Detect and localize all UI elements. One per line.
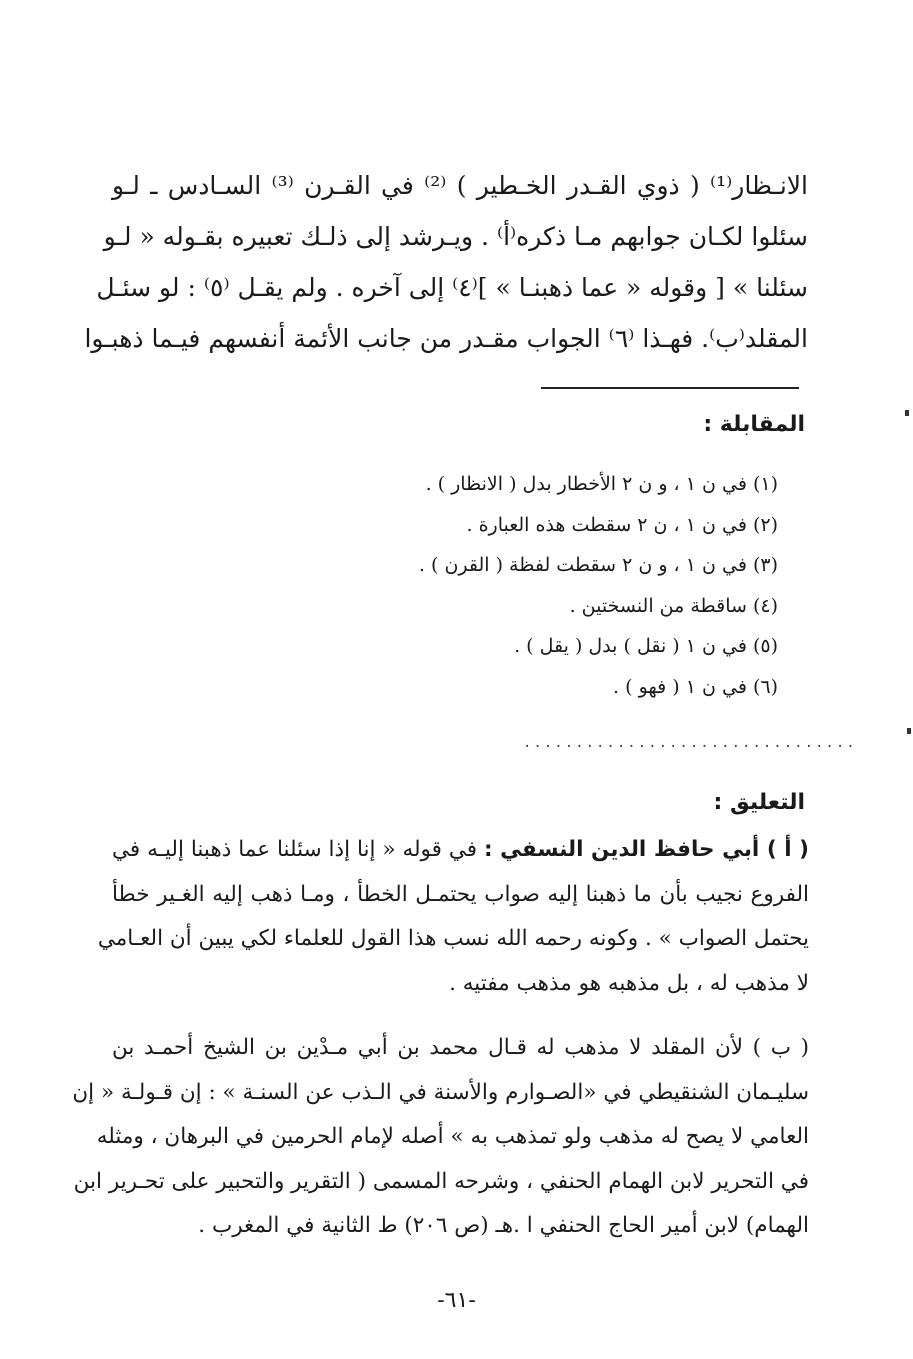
page-number: -٦١- — [437, 1288, 476, 1313]
main-text-line: سئلوا لكـان جوابهم مـا ذكره⁽أ⁾ . ويـرشد إلى ذلـك تعبيره بقـوله « لـو — [103, 222, 808, 251]
footnote-divider — [541, 387, 799, 389]
scan-speck — [905, 410, 909, 416]
main-text-line: سئلنا » [ وقوله « عما ذهبنـا » ]⁽٤⁾ إلى آخره . ولم يقـل ⁽٥⁾ : لو سئـل — [96, 273, 808, 302]
collation-note: (٣) في ن ١ ، و ن ٢ سقطت لفظة ( القرن ) . — [418, 554, 778, 576]
collation-note: (٦) في ن ١ ( فهو ) . — [613, 675, 778, 698]
collation-note: (٤) ساقطة من النسختين . — [569, 594, 778, 617]
commentary-line: الفروع نجيب بأن ما ذهبنا إليه صواب يحتمـل الخطأ ، ومـا ذهب إليه الغـير خطأ — [112, 881, 809, 907]
collation-note: (٢) في ن ١ ، ن ٢ سقطت هذه العبارة . — [466, 513, 778, 536]
commentary-paragraph-b — [72, 1026, 809, 1249]
collation-heading: المقابلة : — [703, 412, 805, 437]
commentary-line: يحتمل الصواب » . وكونه رحمه الله نسب هذا القول للعلماء لكي يبين أن العـامي — [97, 926, 809, 951]
scan-speck — [907, 728, 911, 734]
dotted-separator: ................................ — [523, 735, 857, 751]
commentary-line: الهمام) لابن أمير الحاج الحنفي ا .هـ (ص ٢٠٦) ط الثانية في المغرب . — [198, 1213, 809, 1238]
commentary-line: في التحرير لابن الهمام الحنفي ، وشرحه المسمى ( التقرير والتحبير على تحـرير ابن — [73, 1168, 809, 1194]
main-text-line: المقلد⁽ب⁾. فهـذا ⁽٦⁾ الجواب مقـدر من جانب الأئمة أنفسهم فيـما ذهبـوا — [84, 324, 808, 353]
collation-notes — [218, 464, 778, 707]
commentary-line — [112, 828, 809, 873]
commentary-paragraph-a — [97, 828, 810, 1006]
commentary-line: سليـمان الشنقيطي في «الصـوارم والأسنة في الـذب عن السنـة » : إن قـولـة « إن — [72, 1079, 809, 1105]
commentary-label-a: ( أ ) أبي حافظ الدين النسفي : — [483, 837, 810, 862]
main-text-line: الانـظار⁽¹⁾ ( ذوي القـدر الخـطير ) ⁽²⁾ في القـرن ⁽³⁾ السـادس ـ لـو — [112, 171, 808, 200]
collation-note: (٥) في ن ١ ( نقل ) بدل ( يقل ) . — [514, 635, 778, 657]
collation-note: (١) في ن ١ ، و ن ٢ الأخطار بدل ( الانظار ) . — [425, 473, 778, 495]
commentary-line: ( ب ) لأن المقلد لا مذهب له قـال محمد بن أبي مـدْين بن الشيخ أحمـد بن — [112, 1035, 809, 1060]
commentary-line: لا مذهب له ، بل مذهبه هو مذهب مفتيه . — [449, 970, 809, 996]
commentary-heading: التعليق : — [713, 790, 805, 815]
main-text-block — [84, 160, 808, 364]
commentary-line: العامي لا يصح له مذهب ولو تمذهب به » أصله لإمام الحرمين في البرهان ، ومثله — [96, 1124, 809, 1149]
commentary-text: في قوله « إنا إذا سئلنا عما ذهبنا إليـه في — [112, 837, 478, 862]
